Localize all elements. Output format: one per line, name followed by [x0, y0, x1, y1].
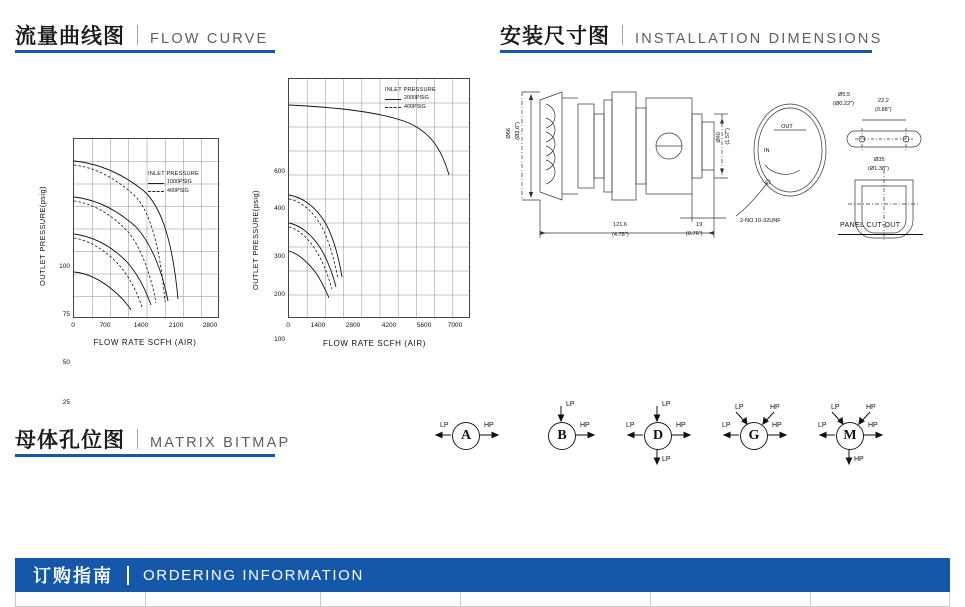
chart1-y-tick: 25: [62, 399, 70, 406]
section-heading-matrix: [15, 424, 290, 454]
matrix-letter: B: [548, 422, 576, 450]
chart1-x-tick: 0: [71, 322, 75, 329]
chart2-y-tick: 200: [274, 291, 285, 298]
section-rule-flow-curve: [15, 50, 275, 53]
matrix-port-label: HP: [770, 404, 780, 411]
legend-label: 2000PSIG: [404, 95, 429, 102]
chart1-y-tick: 75: [62, 311, 70, 318]
matrix-item-a: [420, 400, 516, 470]
legend-swatch-solid: [148, 183, 164, 184]
legend-swatch-dashed: [385, 107, 401, 108]
table-cell: [320, 592, 460, 607]
section-title-cn: 流量曲线图: [15, 24, 125, 48]
chart2-y-tick: 300: [274, 253, 285, 260]
matrix-port-label: LP: [566, 401, 575, 408]
heading-divider: [137, 25, 138, 45]
dim-label: 121.6: [613, 222, 627, 228]
section-title-en: MATRIX BITMAP: [150, 435, 291, 451]
table-cell: [810, 592, 950, 607]
panel-cutout-underline: [838, 234, 923, 235]
legend-label: 400PSIG: [404, 103, 426, 110]
dim-label: Ø40: [716, 132, 722, 143]
chart2-legend-item: [385, 104, 436, 112]
dim-label: (0.88"): [875, 107, 892, 113]
dim-label: 2-NO.10-32UNF: [740, 218, 781, 224]
chart2-y-axis-label: OUTLET PRESSURE(psig): [251, 190, 260, 290]
chart1-x-tick: 2800: [202, 322, 218, 329]
chart1-y-tick: 50: [62, 359, 70, 366]
matrix-item-g: [708, 400, 804, 470]
section-heading-installation: [500, 20, 882, 50]
dim-label: (1.57"): [725, 128, 731, 145]
matrix-letter: M: [836, 422, 864, 450]
chart2-svg: [289, 79, 471, 319]
chart2-y-tick: 600: [274, 168, 285, 175]
legend-swatch-solid: [385, 99, 401, 100]
matrix-letter: D: [644, 422, 672, 450]
matrix-port-label: LP: [662, 401, 671, 408]
dim-label: Ø5.5: [838, 92, 851, 98]
ordering-title-cn: 订购指南: [33, 566, 113, 587]
dim-label: (Ø0.22"): [833, 101, 854, 107]
matrix-port-label: LP: [662, 456, 671, 463]
matrix-port-label: HP: [676, 422, 686, 429]
dim-label: (0.76"): [686, 231, 703, 237]
dim-label: (Ø1.38"): [868, 166, 889, 172]
section-title-en: INSTALLATION DIMENSIONS: [635, 31, 883, 47]
dim-label: 22.2: [878, 98, 889, 104]
heading-divider: [137, 429, 138, 449]
chart2-x-tick: 2800: [345, 322, 361, 329]
port-label-out: OUT: [781, 124, 793, 130]
matrix-d-arrows: [612, 400, 708, 470]
matrix-diagram-row: [420, 400, 900, 470]
chart1-x-axis-label: FLOW RATE SCFH (AIR): [93, 338, 197, 347]
matrix-port-label: LP: [440, 422, 449, 429]
dim-label: 19: [696, 222, 703, 228]
chart2-legend-title: INLET PRESSURE: [385, 87, 436, 93]
legend-label: 1000PSIG: [167, 179, 192, 186]
chart1-plot-area: [73, 138, 219, 318]
chart2-plot-area: [288, 78, 470, 318]
chart1-x-tick: 2100: [168, 322, 184, 329]
legend-label: 400PSIG: [167, 187, 189, 194]
section-title-cn: 安装尺寸图: [500, 24, 610, 48]
matrix-port-label: HP: [580, 422, 590, 429]
section-rule-matrix: [15, 454, 275, 457]
chart2-y-tick: 400: [274, 205, 285, 212]
chart1-y-tick: 100: [59, 263, 70, 270]
heading-divider: [622, 25, 623, 45]
legend-swatch-dashed: [148, 191, 164, 192]
chart1-legend-title: INLET PRESSURE: [148, 171, 199, 177]
matrix-port-label: LP: [735, 404, 744, 411]
matrix-port-label: LP: [626, 422, 635, 429]
section-title-cn: 母体孔位图: [15, 428, 125, 452]
matrix-letter: A: [452, 422, 480, 450]
section-title-en: FLOW CURVE: [150, 31, 269, 47]
chart2-x-tick: 4200: [381, 322, 397, 329]
chart1-legend: [148, 170, 199, 196]
port-label-in: IN: [764, 148, 770, 154]
chart1-x-tick: 700: [99, 322, 111, 329]
chart1-legend-item: [148, 188, 199, 196]
table-cell: [460, 592, 650, 607]
matrix-b-arrows: [516, 400, 612, 470]
ordering-information-bar: [15, 558, 950, 592]
matrix-g-arrows: [708, 400, 804, 470]
dim-label: Ø66: [506, 128, 512, 139]
panel-cutout-label: PANEL CUT-OUT: [840, 222, 901, 229]
chart1-legend-item: [148, 179, 199, 187]
chart2-x-tick: 1400: [310, 322, 326, 329]
matrix-letter: G: [740, 422, 768, 450]
chart1-y-axis-label: OUTLET PRESSURE(psig): [38, 186, 47, 286]
matrix-port-label: HP: [484, 422, 494, 429]
matrix-port-label: LP: [831, 404, 840, 411]
table-cell: [15, 592, 145, 607]
chart2-x-tick: 0: [286, 322, 290, 329]
dim-label: Ø35: [874, 157, 885, 163]
chart2-x-tick: 5600: [416, 322, 432, 329]
chart1-svg: [74, 139, 220, 319]
section-heading-flow-curve: [15, 20, 268, 50]
dim-label: (Ø2.6"): [515, 122, 521, 140]
matrix-port-label: LP: [818, 422, 827, 429]
matrix-port-label: HP: [868, 422, 878, 429]
ordering-table: [15, 592, 950, 607]
chart2-legend-item: [385, 95, 436, 103]
chart1-x-tick: 1400: [133, 322, 149, 329]
dim-label: (4.78"): [612, 232, 629, 238]
matrix-item-b: [516, 400, 612, 470]
ordering-title-en: ORDERING INFORMATION: [143, 566, 364, 584]
table-cell: [650, 592, 810, 607]
chart2-x-tick: 7000: [447, 322, 463, 329]
matrix-port-label: HP: [866, 404, 876, 411]
chart2-x-axis-label: FLOW RATE SCFH (AIR): [323, 339, 426, 348]
chart2-legend: [385, 86, 436, 112]
matrix-port-label: HP: [854, 456, 864, 463]
ordering-divider: [127, 566, 129, 585]
matrix-port-label: LP: [722, 422, 731, 429]
matrix-m-arrows: [804, 400, 900, 470]
matrix-port-label: HP: [772, 422, 782, 429]
matrix-item-d: [612, 400, 708, 470]
section-rule-installation: [500, 50, 872, 53]
table-cell: [145, 592, 320, 607]
matrix-a-arrows: [420, 400, 516, 470]
matrix-item-m: [804, 400, 900, 470]
chart2-y-tick: 100: [274, 336, 285, 343]
